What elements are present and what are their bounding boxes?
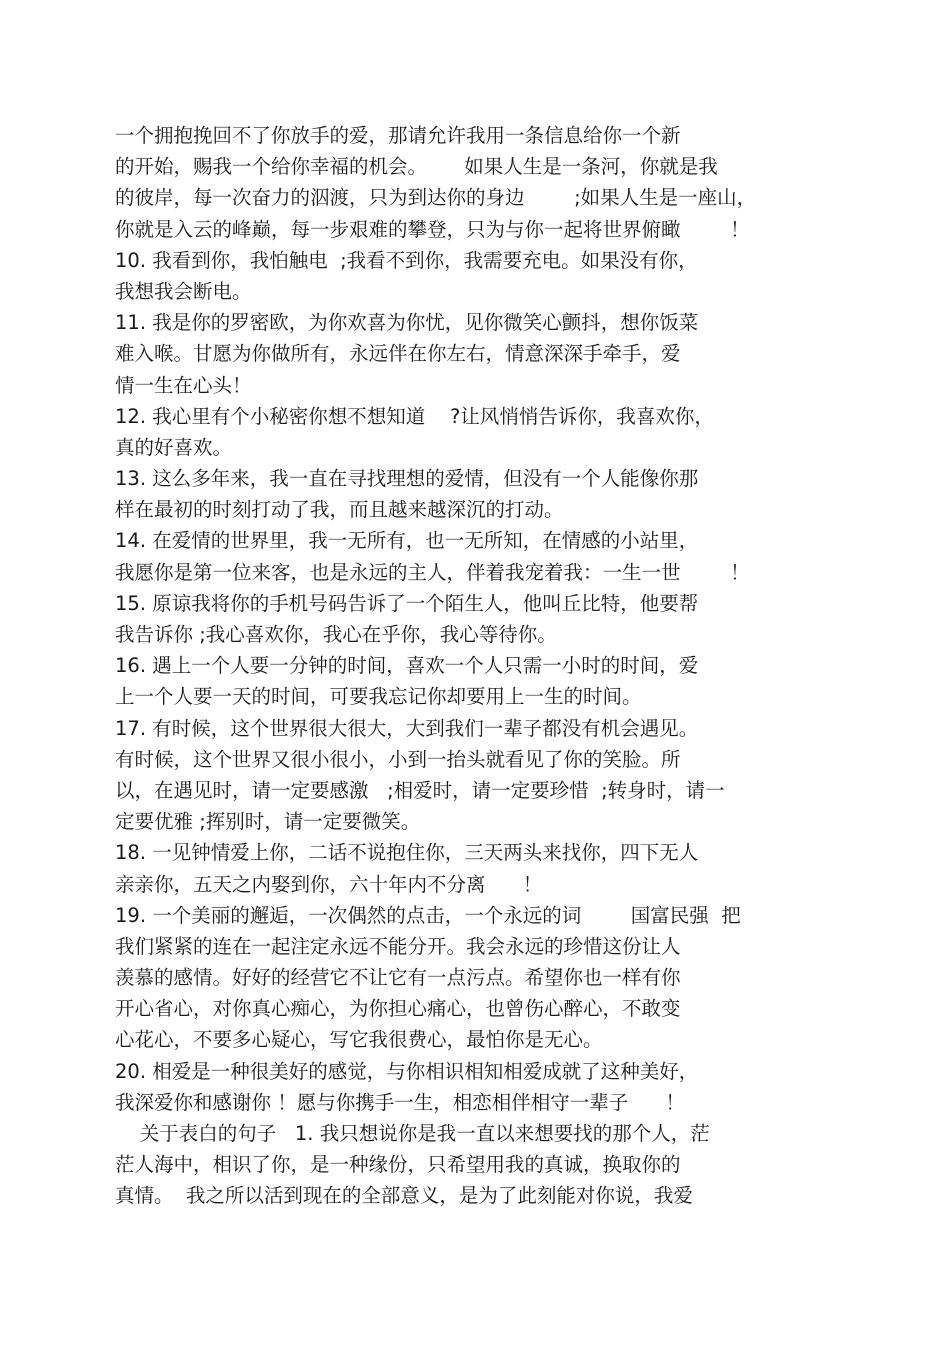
text-line: 的彼岸，每一次奋力的泅渡，只为到达你的身边 ;如果人生是一座山， (115, 186, 757, 210)
text-line: 的开始，赐我一个给你幸福的机会。 如果人生是一条河，你就是我 (115, 155, 718, 179)
text-line: 茫人海中，相识了你，是一种缘份，只希望用我的真诚，换取你的 (115, 1153, 681, 1177)
text-line: 17. 有时候，这个世界很大很大，大到我们一辈子都没有机会遇见。 (115, 716, 699, 740)
text-line: 13. 这么多年来，我一直在寻找理想的爱情，但没有一个人能像你那 (115, 467, 699, 491)
text-line: 以，在遇见时，请一定要感激 ;相爱时，请一定要珍惜 ;转身时，请一 (115, 778, 725, 802)
text-line: 16. 遇上一个人要一分钟的时间，喜欢一个人只需一小时的时间，爱 (115, 654, 699, 678)
text-line: 真情。 我之所以活到现在的全部意义，是为了此刻能对你说，我爱 (115, 1184, 693, 1208)
text-line: 开心省心，对你真心痴心，为你担心痛心，也曾伤心醉心，不敢变 (115, 997, 681, 1021)
text-line: 15. 原谅我将你的手机号码告诉了一个陌生人，他叫丘比特，他要帮 (115, 591, 699, 615)
text-line: 一个拥抱挽回不了你放手的爱，那请允许我用一条信息给你一个新 (115, 124, 681, 147)
text-line: 真的好喜欢。 (115, 435, 233, 459)
text-line: 19. 一个美丽的邂逅，一次偶然的点击，一个永远的词 国富民强 把 (115, 903, 741, 927)
text-line: 我们紧紧的连在一起注定永远不能分开。我会永远的珍惜这份让人 (115, 934, 681, 958)
text-line: 10. 我看到你，我怕触电 ;我看不到你，我需要充电。如果没有你， (115, 248, 698, 272)
text-line: 上一个人要一天的时间，可要我忘记你却要用上一生的时间。 (115, 685, 642, 709)
text-line: 有时候，这个世界又很小很小，小到一抬头就看见了你的笑脸。所 (115, 747, 681, 771)
text-line: 难入喉。甘愿为你做所有，永远伴在你左右，情意深深手牵手，爱 (115, 342, 681, 366)
text-line: 样在最初的时刻打动了我，而且越来越深沉的打动。 (115, 498, 564, 522)
text-line: 18. 一见钟情爱上你，二话不说抱住你，三天两头来找你，四下无人 (115, 841, 699, 865)
body-text (115, 120, 835, 1212)
text-line: 羡慕的感情。好好的经营它不让它有一点污点。希望你也一样有你 (115, 966, 681, 990)
text-line: 亲亲你，五天之内娶到你，六十年内不分离 ！ (115, 872, 543, 896)
text-line: 14. 在爱情的世界里，我一无所有，也一无所知，在情感的小站里， (115, 529, 699, 553)
text-line: 我愿你是第一位来客，也是永远的主人，伴着我宠着我：一生一世 ！ (115, 560, 750, 584)
text-line: 我告诉你 ;我心喜欢你，我心在乎你，我心等待你。 (115, 623, 557, 646)
text-line: 定要优雅 ;挥别时，请一定要微笑。 (115, 810, 421, 834)
text-line: 你就是入云的峰巅，每一步艰难的攀登，只为与你一起将世界俯瞰 ！ (115, 217, 750, 241)
text-line: 我深爱你和感谢你 ！愿与你携手一生，相恋相伴相守一辈子 ！ (115, 1090, 685, 1114)
text-line: 11. 我是你的罗密欧，为你欢喜为你忧，见你微笑心颤抖，想你饭菜 (115, 311, 699, 335)
text-line: 我想我会断电。 (115, 279, 252, 303)
text-line: 12. 我心里有个小秘密你想不想知道 ?让风悄悄告诉你，我喜欢你， (115, 404, 714, 428)
text-line: 情一生在心头！ (115, 373, 252, 397)
text-line: 关于表白的句子 1. 我只想说你是我一直以来想要找的那个人，茫 (115, 1122, 710, 1145)
text-line: 心花心，不要多心疑心，写它我很费心，最怕你是无心。 (115, 1028, 603, 1052)
text-line: 20. 相爱是一种很美好的感觉，与你相识相知相爱成就了这种美好， (115, 1059, 699, 1083)
